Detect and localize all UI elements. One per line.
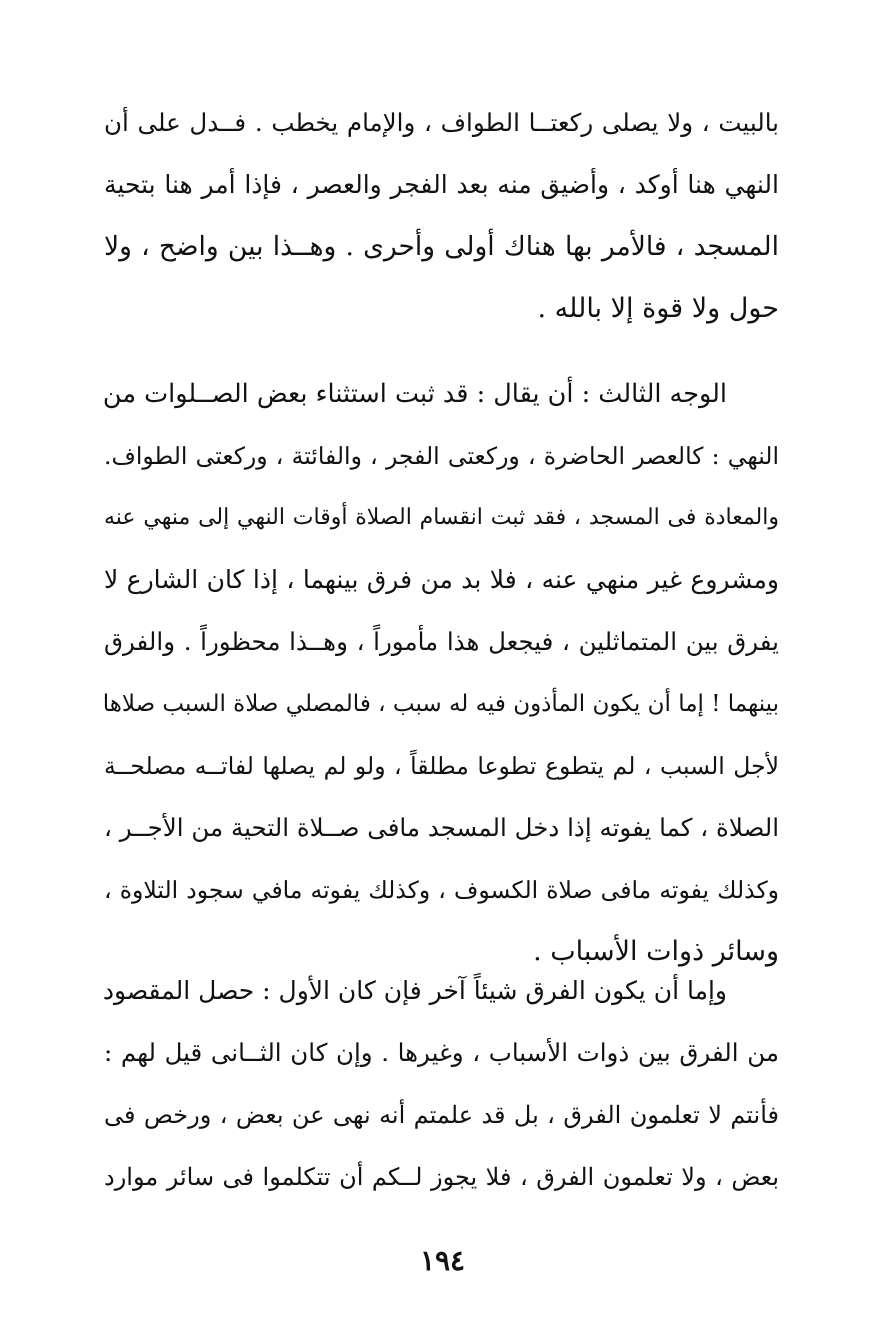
text-line: الصلاة ، كما يفوته إذا دخل المسجد مافى صــلاة التحية من الأجــر ، [104, 813, 779, 842]
text-line: ومشروع غير منهي عنه ، فلا بد من فرق بينهما ، إذا كان الشارع لا [104, 565, 779, 594]
text-line: والمعادة فى المسجد ، فقد ثبت انقسام الصلاة أوقات النهي إلى منهي عنه [104, 505, 779, 530]
text-line: وسائر ذوات الأسباب . [533, 936, 779, 967]
paragraph-2 [104, 363, 779, 983]
text-line: لأجل السبب ، لم يتطوع تطوعا مطلقاً ، ولو لم يصلها لفاتــه مصلحــة [104, 752, 779, 780]
text-line: النهي هنا أوكد ، وأضيق منه بعد الفجر والعصر ، فإذا أمر هنا بتحية [104, 170, 779, 199]
text-line: بعض ، ولا تعلمون الفرق ، فلا يجوز لــكم أن تتكلموا فى سائر موارد [104, 1163, 779, 1191]
text-line: من الفرق بين ذوات الأسباب ، وغيرها . وإن كان الثــانى قيل لهم : [104, 1038, 779, 1067]
text-line: وكذلك يفوته مافى صلاة الكسوف ، وكذلك يفوته مافي سجود التلاوة ، [104, 876, 779, 904]
text-line: يفرق بين المتماثلين ، فيجعل هذا مأموراً ، وهــذا محظوراً . والفرق [104, 627, 779, 656]
text-line: بينهما ! إما أن يكون المأذون فيه له سبب ، فالمصلي صلاة السبب صلاها [102, 691, 779, 717]
text-line: حول ولا قوة إلا بالله . [537, 293, 779, 324]
text-line: فأنتم لا تعلمون الفرق ، بل قد علمتم أنه نهى عن بعض ، ورخص فى [104, 1101, 779, 1129]
text-line: وإما أن يكون الفرق شيئاً آخر فإن كان الأول : حصل المقصود [102, 976, 727, 1005]
text-line: المسجد ، فالأمر بها هناك أولى وأحرى . وهــذا بين واضح ، ولا [104, 231, 779, 262]
text-line: الوجه الثالث : أن يقال : قد ثبت استثناء بعض الصــلوات من [102, 379, 727, 409]
paragraph-3 [104, 960, 779, 1208]
text-line: بالبيت ، ولا يصلى ركعتــا الطواف ، والإمام يخطب . فــدل على أن [104, 108, 779, 137]
page-number: ١٩٤ [419, 1244, 466, 1277]
paragraph-1 [104, 92, 779, 340]
text-line: النهي : كالعصر الحاضرة ، وركعتى الفجر ، والفائتة ، وركعتى الطواف. [104, 442, 779, 470]
